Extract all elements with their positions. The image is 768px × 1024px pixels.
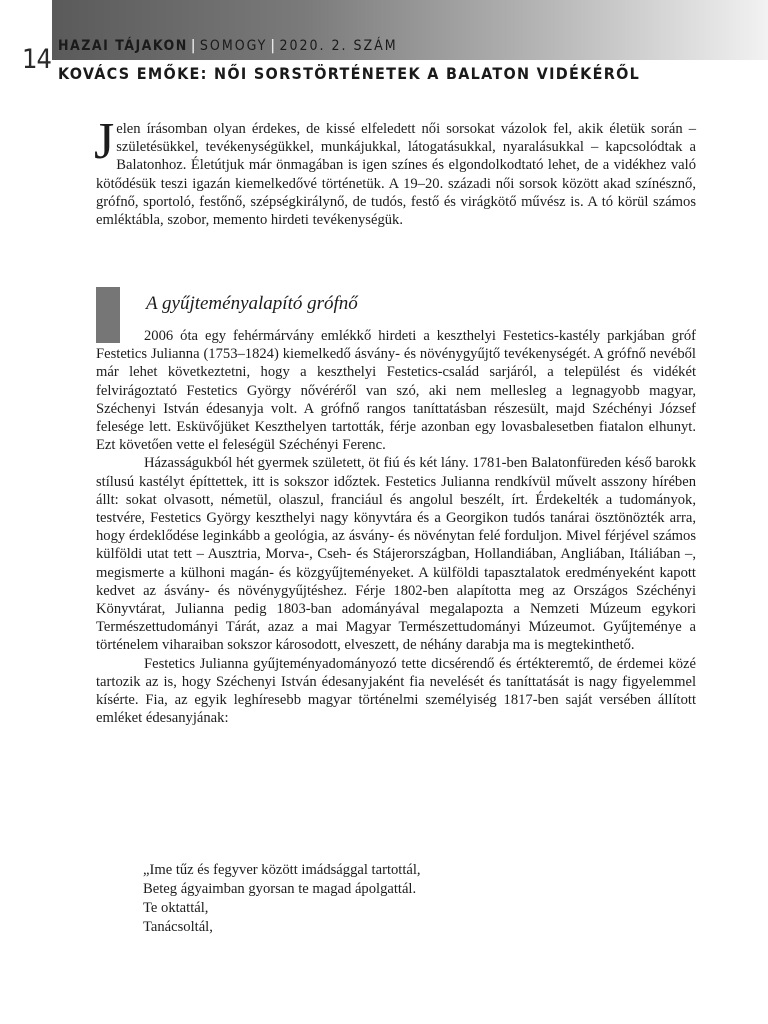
- drop-cap: J: [94, 113, 115, 170]
- poem-line: Te oktattál,: [143, 900, 209, 916]
- poem-quote: [143, 861, 421, 937]
- running-header: [58, 38, 398, 54]
- page-number: 14: [22, 44, 51, 75]
- poem-line: „Ime tűz és fegyver között imádsággal tartottál,: [143, 862, 421, 878]
- issue-number: 2020. 2. SZÁM: [279, 38, 398, 54]
- body-paragraph: Házasságukból hét gyermek született, öt fiú és két lány. 1781-ben Balatonfüreden késő barokk stílusú kastélyt építtettek, itt is sokszor időztek. Festetics Julianna rendkívül művelt asszony hírében állt: sokat olvasott, németül, olaszul, franciául és angolul beszélt, írt. Érdekelték a tudományok, testvére, Festetics György keszthelyi nagy könyvtára és a Georgikon tudós tanárai ösztönözték arra, hogy érdeklődése leginkább a geológia, az ásvány- és növénytan felé forduljon. Mivel férjével számos külföldi utat tett – Ausztria, Morva-, Cseh- és Stájerországban, Hollandiában, Angliában, Itáliában –, megismerte a külhoni magán- és közgyűjteményeket. A külföldi tapasztalatok eredményeként kapott kedvet az ásvány- és növénygyűjtéshez. Férje 1802-ben alapította meg az Országos Széchényi Könyvtárat, Julianna pedig 1803-ban adományával megalapozta a Nemzeti Múzeum egykori Természettudományi Tárát, azaz a mai Magyar Természettudományi Múzeumot. Gyűjteménye a történelem viharaiban sokszor károsodott, elveszett, de néhány darabja ma is megtekinthető.: [96, 455, 696, 654]
- magazine-name: HAZAI TÁJAKON: [58, 38, 188, 54]
- section-heading: A gyűjteményalapító grófnő: [146, 293, 358, 314]
- header-separator: |: [190, 38, 197, 54]
- article-body: [96, 327, 696, 727]
- poem-line: Tanácsoltál,: [143, 919, 213, 935]
- region-name: SOMOGY: [199, 38, 268, 54]
- body-paragraph: Festetics Julianna gyűjteményadományozó tette dicsérendő és értékteremtő, de érdemei közé tartozik az is, hogy Széchenyi István édesanyjaként fia nevelését és taníttatását is nagy figyelemmel kísérte. Fia, az egyik leghíresebb magyar történelmi személyiség 1817-ben saját versében állított emléket édesanyjának:: [96, 655, 696, 727]
- article-title: KOVÁCS EMŐKE: NŐI SORSTÖRTÉNETEK A BALATON VIDÉKÉRŐL: [58, 64, 641, 83]
- intro-text: elen írásomban olyan érdekes, de kissé elfeledett női sorsokat vázolok fel, akik életük során – születésükkel, tevékenységükkel, munkájukkal, látogatásukkal, nyaralásukkal – kapcsolódtak a Balatonhoz. Életútjuk már önmagában is igen színes és elgondolkodtató lehet, de a vidékhez való kötődésük teszi igazán kiemelkedővé történetük. A 19–20. századi női sorsok között akad színésznő, grófnő, sportoló, festőnő, szépségkirálynő, de tudós, festő és virágkötő művész is. A tó körül számos emléktábla, szobor, memento hirdeti tevékenységük.: [96, 121, 696, 229]
- body-paragraph: 2006 óta egy fehérmárvány emlékkő hirdeti a keszthelyi Festetics-kastély parkjában gróf Festetics Julianna (1753–1824) kiemelkedő ásvány- és növénygyűjtő tevékenységét. A grófnő nevéből már lehet következtetni, hogy a keszthelyi Festetics-család sarjáról, a települést és vidékét felvirágoztató Festetics György nővéréről van szó, aki nem mellesleg a legnagyobb magyar, Széchenyi István édesanyja volt. A grófnő rangos taníttatásban részesült, majd Széchényi József felesége lett. Esküvőjüket Keszthelyen tartották, férje azonban egy lovasbalesetben fiatalon elhunyt. Ezt követően vette el feleségül Széchényi Ferenc.: [96, 328, 696, 454]
- header-separator: |: [270, 38, 277, 54]
- intro-paragraph: [94, 113, 696, 229]
- poem-line: Beteg ágyaimban gyorsan te magad ápolgattál.: [143, 881, 417, 897]
